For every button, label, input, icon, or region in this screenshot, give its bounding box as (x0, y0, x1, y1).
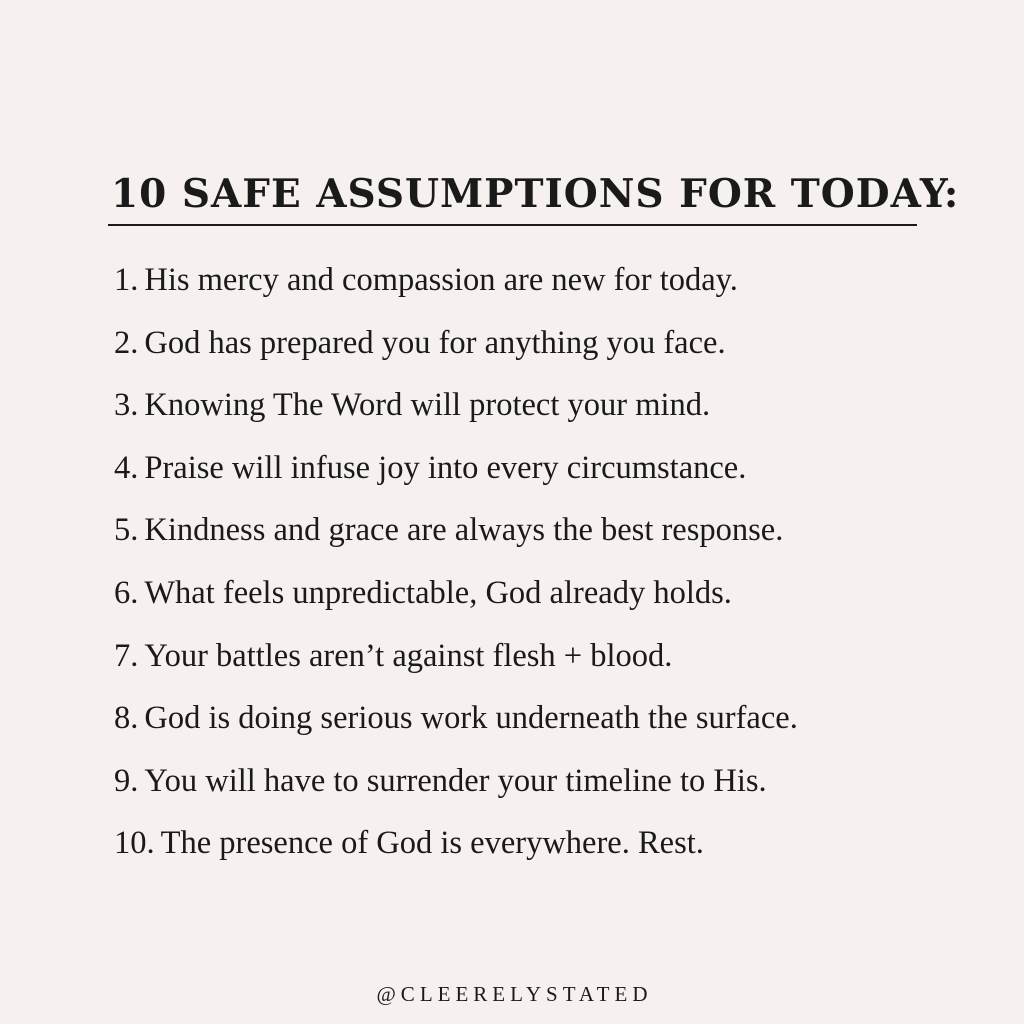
list-item (114, 377, 994, 440)
list-item (114, 315, 994, 378)
item-number: 2. (114, 324, 139, 361)
item-text: God is doing serious work underneath the surface. (144, 700, 798, 737)
item-number: 4. (114, 449, 139, 486)
item-number: 8. (114, 700, 139, 737)
list-item (114, 565, 994, 628)
item-number: 6. (114, 574, 139, 611)
item-text: Your battles aren’t against flesh + blood. (144, 637, 673, 674)
list-item (114, 628, 994, 691)
list-item (114, 815, 994, 878)
item-number: 5. (114, 512, 139, 549)
item-text: God has prepared you for anything you face. (144, 324, 726, 361)
item-text: You will have to surrender your timeline to His. (144, 762, 767, 799)
item-text: Knowing The Word will protect your mind. (144, 387, 711, 424)
title-underline (108, 224, 917, 226)
item-text: What feels unpredictable, God already holds. (144, 574, 732, 611)
item-text: The presence of God is everywhere. Rest. (160, 825, 704, 862)
item-number: 3. (114, 387, 139, 424)
item-number: 9. (114, 762, 139, 799)
item-number: 7. (114, 637, 139, 674)
list-item (114, 440, 994, 503)
item-text: His mercy and compassion are new for today. (144, 262, 738, 298)
item-number: 1. (114, 262, 139, 298)
list-item (114, 753, 994, 816)
item-text: Kindness and grace are always the best response. (144, 512, 784, 549)
social-handle: @CLEERELYSTATED (376, 982, 653, 1006)
list-item (114, 502, 994, 565)
item-text: Praise will infuse joy into every circumstance. (144, 449, 747, 486)
assumptions-list (114, 252, 994, 878)
list-item (114, 690, 994, 753)
item-number: 10. (114, 825, 155, 862)
list-item (114, 252, 994, 315)
page-title: 10 SAFE ASSUMPTIONS FOR TODAY: (111, 171, 960, 217)
